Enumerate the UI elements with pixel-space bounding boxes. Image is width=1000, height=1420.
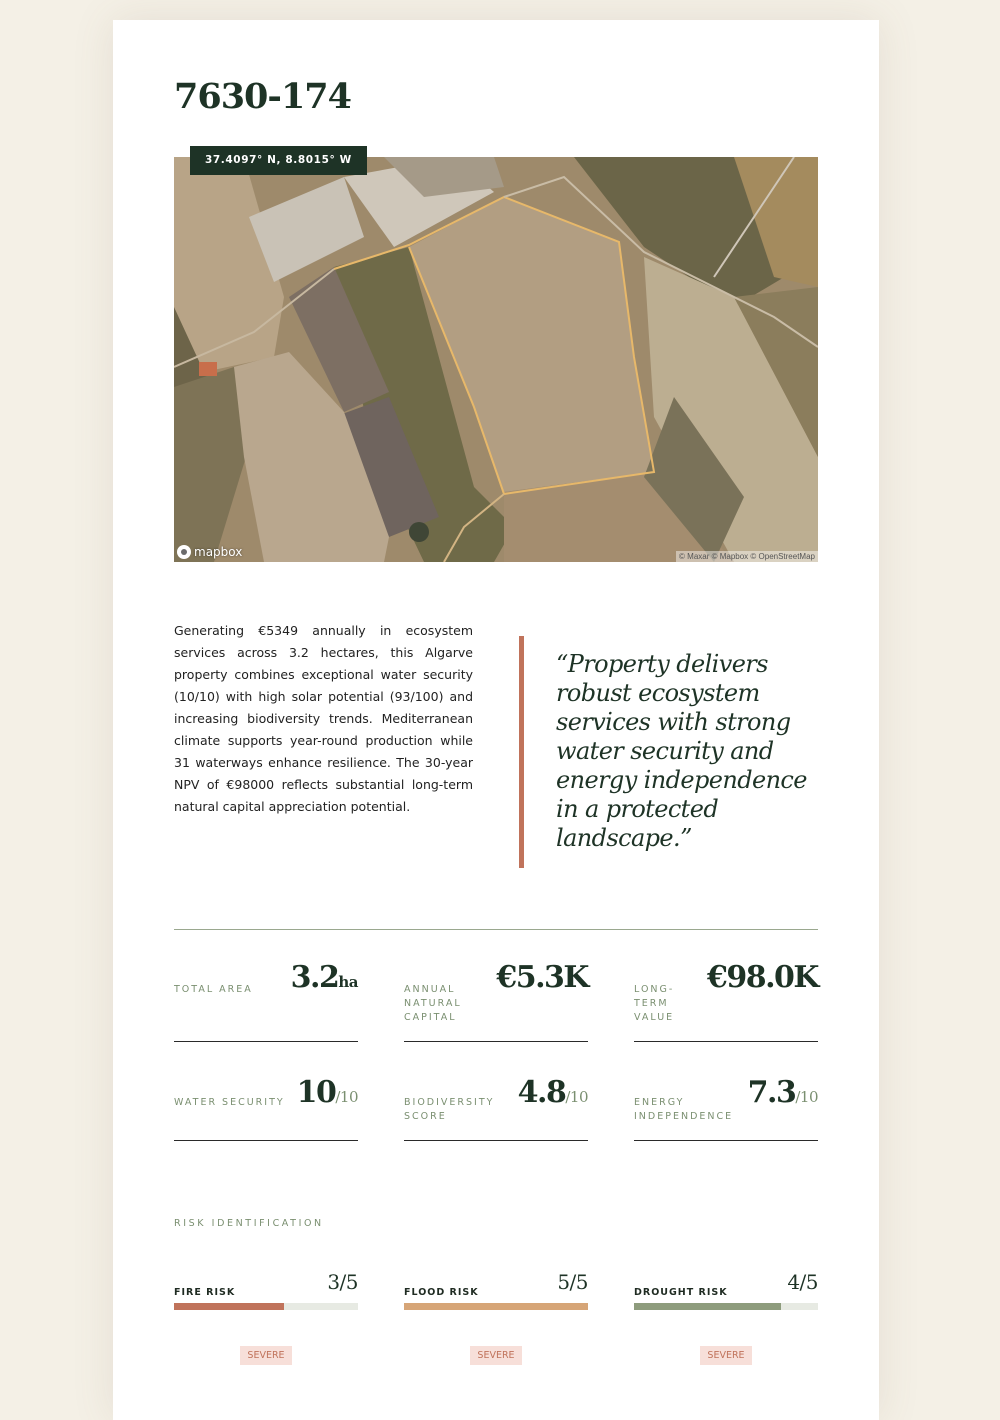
metric-annual-natural-capital [404, 960, 588, 1042]
metric-value: €98.0K [706, 960, 818, 995]
risk-bar [174, 1303, 358, 1310]
property-card [113, 20, 879, 1420]
quote-accent-bar [519, 636, 524, 868]
section-divider [174, 929, 818, 930]
risk-bar-fill [174, 1303, 284, 1310]
risk-severity-badge: SEVERE [240, 1346, 292, 1365]
metric-water-security [174, 1075, 358, 1141]
coordinates-badge: 37.4097° N, 8.8015° W [190, 146, 367, 175]
satellite-imagery [174, 157, 818, 562]
metric-label: ANNUAL NATURAL CAPITAL [404, 984, 462, 1023]
property-description: Generating €5349 annually in ecosystem services across 3.2 hectares, this Algarve property combines exceptional water security (10/10) with high solar potential (93/100) and increasing biodiversity trends. Mediterranean climate supports year-round production while 31 waterways enhance resilience. The 30-year NPV of €98000 reflects substantial long-term natural capital appreciation potential. [174, 623, 473, 814]
risk-label: FIRE RISK [174, 1287, 236, 1298]
metric-value: 4.8/10 [517, 1075, 588, 1110]
satellite-map[interactable] [174, 157, 818, 562]
risk-label: FLOOD RISK [404, 1287, 479, 1298]
mapbox-logo[interactable] [177, 545, 242, 559]
risk-bar [404, 1303, 588, 1310]
metric-energy-independence [634, 1075, 818, 1141]
risk-value: 5/5 [557, 1270, 588, 1294]
metric-total-area [174, 960, 358, 1042]
metric-value: 3.2ha [290, 960, 358, 995]
metric-label: TOTAL AREA [174, 984, 253, 995]
property-title: 7630-174 [174, 76, 351, 117]
metric-value: 7.3/10 [747, 1075, 818, 1110]
metric-label: BIODIVERSITY SCORE [404, 1097, 495, 1122]
mapbox-logo-text: mapbox [194, 545, 243, 559]
mapbox-icon [177, 545, 191, 559]
risk-severity-badge: SEVERE [470, 1346, 522, 1365]
metric-long-term-value [634, 960, 818, 1042]
risk-bar [634, 1303, 818, 1310]
risk-value: 4/5 [787, 1270, 818, 1294]
risk-bar-fill [634, 1303, 781, 1310]
risk-bar-fill [404, 1303, 588, 1310]
risk-label: DROUGHT RISK [634, 1287, 728, 1298]
metric-biodiversity-score [404, 1075, 588, 1141]
risk-severity-badge: SEVERE [700, 1346, 752, 1365]
metric-label: LONG-TERM VALUE [634, 984, 675, 1023]
metric-label: ENERGY INDEPENDENCE [634, 1097, 734, 1122]
metric-label: WATER SECURITY [174, 1097, 285, 1108]
risk-value: 3/5 [327, 1270, 358, 1294]
property-quote: “Property delivers robust ecosystem services with strong water security and energy independence in a protected landscape.” [556, 650, 807, 852]
metric-value: 10/10 [296, 1075, 358, 1110]
risk-section-label: RISK IDENTIFICATION [174, 1218, 324, 1229]
map-attribution[interactable]: © Maxar © Mapbox © OpenStreetMap [676, 551, 818, 562]
metric-value: €5.3K [496, 960, 588, 995]
